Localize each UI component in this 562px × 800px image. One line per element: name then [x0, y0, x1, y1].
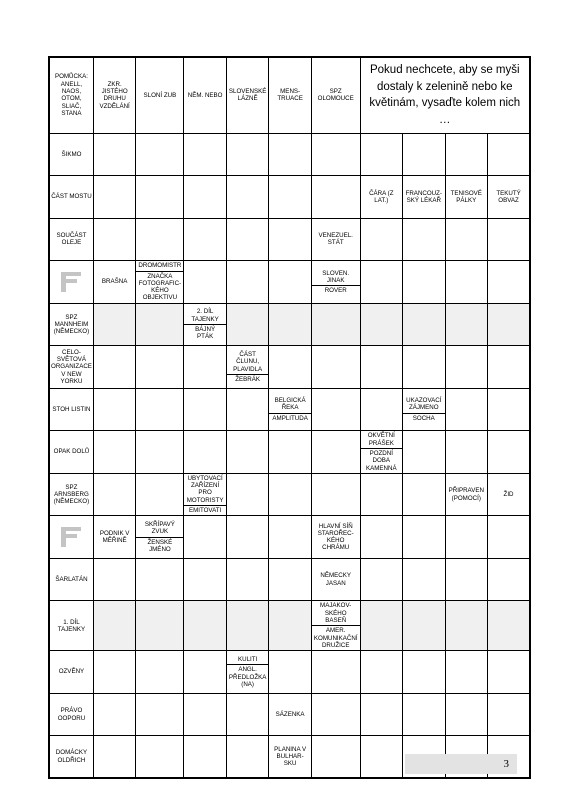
shaded-answer-cell[interactable] [360, 303, 403, 346]
clue-text: SPZ ARNSBERG (NĚMECKO) [53, 483, 90, 506]
answer-cell[interactable] [184, 693, 227, 736]
clue-text: ZNAČKA FOTOGRAFIC-KÉHO OBJEKTIVU [138, 272, 182, 302]
grid-row [49, 176, 530, 219]
answer-cell[interactable] [226, 218, 269, 261]
shaded-answer-cell[interactable] [488, 601, 531, 651]
grid-row [49, 218, 530, 261]
clue-cell [445, 473, 488, 516]
clue-text: DOMÁCKY OLDŘICH [55, 749, 88, 764]
answer-cell[interactable] [445, 651, 488, 694]
clue-text: ŠIKMO [61, 150, 82, 158]
answer-cell[interactable] [93, 388, 136, 431]
clue-cell [49, 176, 93, 219]
clue-text: AMPLITUDA [272, 414, 308, 422]
clue-cell [360, 176, 403, 219]
answer-cell[interactable] [488, 133, 531, 176]
shaded-answer-cell[interactable] [360, 601, 403, 651]
clue-text: OZVĚNY [58, 668, 85, 676]
grid-row [49, 516, 530, 559]
answer-cell[interactable] [403, 133, 446, 176]
grid-row [49, 601, 530, 651]
header-clue-cell [93, 57, 136, 133]
clue-text: KULITI [237, 655, 258, 663]
page-number-box [405, 754, 517, 774]
split-clue-cell [226, 346, 269, 389]
split-clue-cell [184, 473, 227, 516]
header-clue-cell [269, 57, 312, 133]
answer-cell[interactable] [269, 346, 312, 389]
answer-cell[interactable] [184, 218, 227, 261]
answer-cell[interactable] [360, 346, 403, 389]
answer-cell[interactable] [226, 736, 269, 779]
clue-text: ŠARLATÁN [55, 575, 88, 583]
clue-text: PODNIK V MĚŘINĚ [99, 529, 130, 545]
clue-text: MAJAKOV-SKÉHO BASEŇ [320, 602, 352, 624]
answer-cell[interactable] [445, 133, 488, 176]
clue-text: OPAK DOLŮ [53, 448, 90, 456]
clue-text: SLOVENSKÉ LÁZNĚ [228, 88, 267, 103]
answer-cell[interactable] [488, 693, 531, 736]
answer-cell[interactable] [488, 651, 531, 694]
answer-cell[interactable] [184, 736, 227, 779]
answer-cell[interactable] [488, 388, 531, 431]
answer-cell[interactable] [488, 558, 531, 601]
clue-text: POZDNÍ DOBA KAMENNÁ [365, 449, 397, 472]
shaded-answer-cell[interactable] [93, 303, 136, 346]
clue-text: CELO-SVĚTOVÁ ORGANIZACE V NEW YORKU [51, 348, 92, 385]
clue-text: BÁJNÝ PTÁK [195, 326, 216, 341]
grid-row [49, 133, 530, 176]
clue-text: ANGL. PŘEDLOŽKA (NA) [228, 666, 267, 688]
clue-text: SLOVEN. JINAK [322, 269, 350, 284]
clue-text: SPZ OLOMOUCE [317, 88, 354, 103]
answer-cell[interactable] [269, 218, 312, 261]
clue-cell [311, 516, 360, 559]
answer-cell[interactable] [184, 516, 227, 559]
grid-row [49, 303, 530, 346]
clue-text: OKVĚTNÍ PRÁŠEK [367, 432, 395, 447]
clue-text: NĚMECKY JASAN [320, 572, 351, 587]
answer-cell[interactable] [360, 133, 403, 176]
answer-cell[interactable] [311, 736, 360, 779]
shaded-answer-cell[interactable] [445, 601, 488, 651]
clue-cell [49, 388, 93, 431]
answer-cell[interactable] [184, 431, 227, 474]
clue-text: PLANINA V BULHAR-SKU [274, 745, 307, 768]
answer-cell[interactable] [93, 133, 136, 176]
clue-text: BRAŠNA [101, 278, 128, 286]
shaded-answer-cell[interactable] [136, 303, 184, 346]
clue-text: ŽEBRÁK [235, 375, 260, 383]
clue-text: UBYTOVACÍ ZAŘÍZENÍ PRO MOTORISTY [186, 474, 224, 504]
answer-cell[interactable] [93, 693, 136, 736]
clue-text: SPZ MANNHEIM (NĚMECKO) [53, 313, 90, 336]
grid-row [49, 473, 530, 516]
clue-cell [49, 431, 93, 474]
clue-cell [93, 261, 136, 304]
answer-cell[interactable] [488, 431, 531, 474]
clue-text: SOCHA [412, 414, 435, 422]
clue-cell [445, 176, 488, 219]
grid-row [49, 346, 530, 389]
answer-cell[interactable] [403, 558, 446, 601]
answer-cell[interactable] [184, 388, 227, 431]
shaded-answer-cell[interactable] [311, 303, 360, 346]
answer-cell[interactable] [445, 558, 488, 601]
answer-cell[interactable] [403, 473, 446, 516]
header-clue-cell [311, 57, 360, 133]
grid-row [49, 693, 530, 736]
clue-text: EMITOVATI [188, 507, 222, 515]
clue-text: SOUČÁST OLEJE [56, 232, 87, 247]
answer-cell[interactable] [360, 736, 403, 779]
clue-text: TEKUTÝ OBVAZ [496, 189, 521, 204]
answer-cell[interactable] [488, 516, 531, 559]
split-clue-cell [403, 388, 446, 431]
answer-cell[interactable] [488, 218, 531, 261]
clue-text: ČÁRA (Z LAT.) [369, 189, 394, 204]
answer-cell[interactable] [136, 693, 184, 736]
answer-cell[interactable] [93, 218, 136, 261]
clue-cell [49, 133, 93, 176]
header-clue-cell [184, 57, 227, 133]
answer-cell[interactable] [226, 693, 269, 736]
shaded-answer-cell[interactable] [226, 601, 269, 651]
answer-cell[interactable] [136, 473, 184, 516]
shaded-answer-cell[interactable] [136, 601, 184, 651]
answer-cell[interactable] [311, 388, 360, 431]
answer-cell[interactable] [136, 651, 184, 694]
split-clue-cell [360, 431, 403, 474]
clue-cell [269, 736, 312, 779]
clue-cell [488, 176, 531, 219]
answer-cell[interactable] [445, 516, 488, 559]
answer-cell[interactable] [136, 133, 184, 176]
clue-text: STOH LISTIN [52, 405, 91, 413]
answer-cell[interactable] [226, 431, 269, 474]
puzzle-prompt: Pokud nechcete, aby se myši dostaly k zelenině nebo ke květinám, vysaďte kolem nich … [360, 57, 530, 133]
grid-row [49, 558, 530, 601]
crossword-logo-icon [59, 525, 83, 549]
clue-cell [49, 736, 93, 779]
answer-cell[interactable] [445, 693, 488, 736]
answer-cell[interactable] [93, 176, 136, 219]
clue-text: PŘIPRAVEN (POMOCÍ) [448, 487, 484, 502]
split-clue-cell [269, 388, 312, 431]
answer-cell[interactable] [403, 218, 446, 261]
answer-cell[interactable] [136, 218, 184, 261]
clue-text: UKAZOVACÍ ZÁJMENO [406, 397, 442, 412]
clue-text: ČÁST MOSTU [51, 193, 92, 201]
crossword-logo-icon [59, 270, 83, 294]
clue-cell [49, 651, 93, 694]
answer-cell[interactable] [311, 693, 360, 736]
answer-cell[interactable] [93, 736, 136, 779]
clue-text: FRANCOUZ-SKÝ LÉKAŘ [405, 189, 442, 204]
answer-cell[interactable] [311, 133, 360, 176]
split-clue-cell [226, 651, 269, 694]
clue-cell [488, 473, 531, 516]
answer-cell[interactable] [136, 388, 184, 431]
answer-cell[interactable] [445, 431, 488, 474]
answer-cell[interactable] [445, 218, 488, 261]
grid-row [49, 261, 530, 304]
answer-cell[interactable] [226, 261, 269, 304]
answer-cell[interactable] [184, 558, 227, 601]
answer-cell[interactable] [184, 176, 227, 219]
answer-cell[interactable] [184, 133, 227, 176]
answer-cell[interactable] [93, 473, 136, 516]
answer-cell[interactable] [360, 558, 403, 601]
answer-cell[interactable] [136, 176, 184, 219]
split-clue-cell [311, 601, 360, 651]
answer-cell[interactable] [93, 431, 136, 474]
answer-cell[interactable] [403, 346, 446, 389]
answer-cell[interactable] [136, 736, 184, 779]
clue-text: DROMOMISTR [138, 262, 182, 270]
answer-cell[interactable] [226, 388, 269, 431]
clue-cell [403, 176, 446, 219]
answer-cell[interactable] [269, 176, 312, 219]
answer-cell[interactable] [311, 431, 360, 474]
shaded-answer-cell[interactable] [403, 303, 446, 346]
clue-cell [49, 303, 93, 346]
clue-cell [311, 558, 360, 601]
clue-text: ZKR. JISTÉHO DRUHU VZDĚLÁNÍ [99, 80, 130, 110]
answer-cell[interactable] [269, 651, 312, 694]
answer-cell[interactable] [360, 261, 403, 304]
page-number: 3 [503, 758, 509, 770]
answer-cell[interactable] [226, 176, 269, 219]
clue-text: PRÁVO OOPORU [57, 707, 86, 722]
clue-text: HLAVNÍ SÍŇ STAROŘEC-KÉHO CHRÁMU [317, 522, 354, 552]
clue-text: TENISOVÉ PÁLKY [450, 189, 482, 204]
clue-cell [93, 516, 136, 559]
shaded-answer-cell[interactable] [403, 601, 446, 651]
answer-cell[interactable] [445, 261, 488, 304]
clue-text: VENEZUEL. STÁT [318, 232, 353, 247]
clue-cell [49, 558, 93, 601]
answer-cell[interactable] [93, 346, 136, 389]
answer-cell[interactable] [226, 133, 269, 176]
clue-text: SLONÍ ZUB [143, 91, 177, 99]
answer-cell[interactable] [136, 346, 184, 389]
answer-cell[interactable] [403, 431, 446, 474]
answer-cell[interactable] [269, 431, 312, 474]
answer-cell[interactable] [226, 473, 269, 516]
answer-cell[interactable] [226, 558, 269, 601]
clue-text: MENS-TRUACE [277, 88, 303, 103]
shaded-answer-cell[interactable] [93, 601, 136, 651]
clue-text: ŽID [503, 490, 514, 498]
answer-cell[interactable] [269, 516, 312, 559]
logo-cell [49, 261, 93, 304]
header-row [49, 57, 530, 133]
clue-text: 2. DÍL TAJENKY [191, 308, 219, 323]
answer-cell[interactable] [403, 693, 446, 736]
answer-cell[interactable] [269, 473, 312, 516]
split-clue-cell [136, 516, 184, 559]
clue-text: AMER. KOMUNIKAČNÍ DRUŽICE [313, 627, 358, 649]
clue-cell [269, 693, 312, 736]
clue-text: ŽENSKÉ JMÉNO [147, 538, 173, 553]
answer-cell[interactable] [403, 516, 446, 559]
answer-cell[interactable] [488, 346, 531, 389]
answer-cell[interactable] [445, 388, 488, 431]
answer-cell[interactable] [403, 651, 446, 694]
answer-cell[interactable] [311, 473, 360, 516]
shaded-answer-cell[interactable] [445, 303, 488, 346]
shaded-answer-cell[interactable] [488, 303, 531, 346]
answer-cell[interactable] [403, 261, 446, 304]
clue-text: 1. DÍL TAJENKY [57, 618, 86, 633]
crossword-grid [48, 56, 531, 779]
split-clue-cell [184, 303, 227, 346]
clue-cell [49, 601, 93, 651]
clue-text: BELGICKÁ ŘEKA [274, 397, 306, 412]
clue-text: ROVER [324, 287, 347, 295]
answer-cell[interactable] [311, 176, 360, 219]
clue-cell [49, 346, 93, 389]
header-clue-cell [136, 57, 184, 133]
answer-cell[interactable] [311, 346, 360, 389]
clue-cell [311, 218, 360, 261]
logo-cell [49, 516, 93, 559]
answer-cell[interactable] [360, 218, 403, 261]
grid-row [49, 388, 530, 431]
clue-text: POMŮCKA: ANELL, NAOS, OTOM, SLIAČ, STANA [54, 73, 88, 117]
answer-cell[interactable] [93, 558, 136, 601]
answer-cell[interactable] [488, 261, 531, 304]
header-clue-cell [49, 57, 93, 133]
answer-cell[interactable] [184, 261, 227, 304]
grid-row [49, 431, 530, 474]
answer-cell[interactable] [136, 558, 184, 601]
answer-cell[interactable] [269, 133, 312, 176]
clue-cell [49, 473, 93, 516]
answer-cell[interactable] [269, 558, 312, 601]
clue-text: ČÁST ČLUNU, PLAVIDLA [233, 350, 263, 373]
answer-cell[interactable] [360, 651, 403, 694]
answer-cell[interactable] [360, 516, 403, 559]
answer-cell[interactable] [311, 651, 360, 694]
split-clue-cell [136, 261, 184, 304]
answer-cell[interactable] [93, 651, 136, 694]
shaded-answer-cell[interactable] [184, 601, 227, 651]
answer-cell[interactable] [226, 516, 269, 559]
shaded-answer-cell[interactable] [269, 601, 312, 651]
answer-cell[interactable] [360, 473, 403, 516]
clue-text: NĚM. NEBO [187, 91, 223, 99]
answer-cell[interactable] [136, 431, 184, 474]
shaded-answer-cell[interactable] [269, 303, 312, 346]
header-clue-cell [226, 57, 269, 133]
clue-text: SÁZENKA [275, 710, 305, 718]
shaded-answer-cell[interactable] [226, 303, 269, 346]
answer-cell[interactable] [360, 388, 403, 431]
answer-cell[interactable] [184, 651, 227, 694]
answer-cell[interactable] [360, 693, 403, 736]
clue-cell [49, 693, 93, 736]
split-clue-cell [311, 261, 360, 304]
answer-cell[interactable] [269, 261, 312, 304]
answer-cell[interactable] [184, 346, 227, 389]
answer-cell[interactable] [445, 346, 488, 389]
clue-text: SKŘÍPAVÝ ZVUK [144, 521, 175, 536]
grid-row [49, 651, 530, 694]
clue-cell [49, 218, 93, 261]
